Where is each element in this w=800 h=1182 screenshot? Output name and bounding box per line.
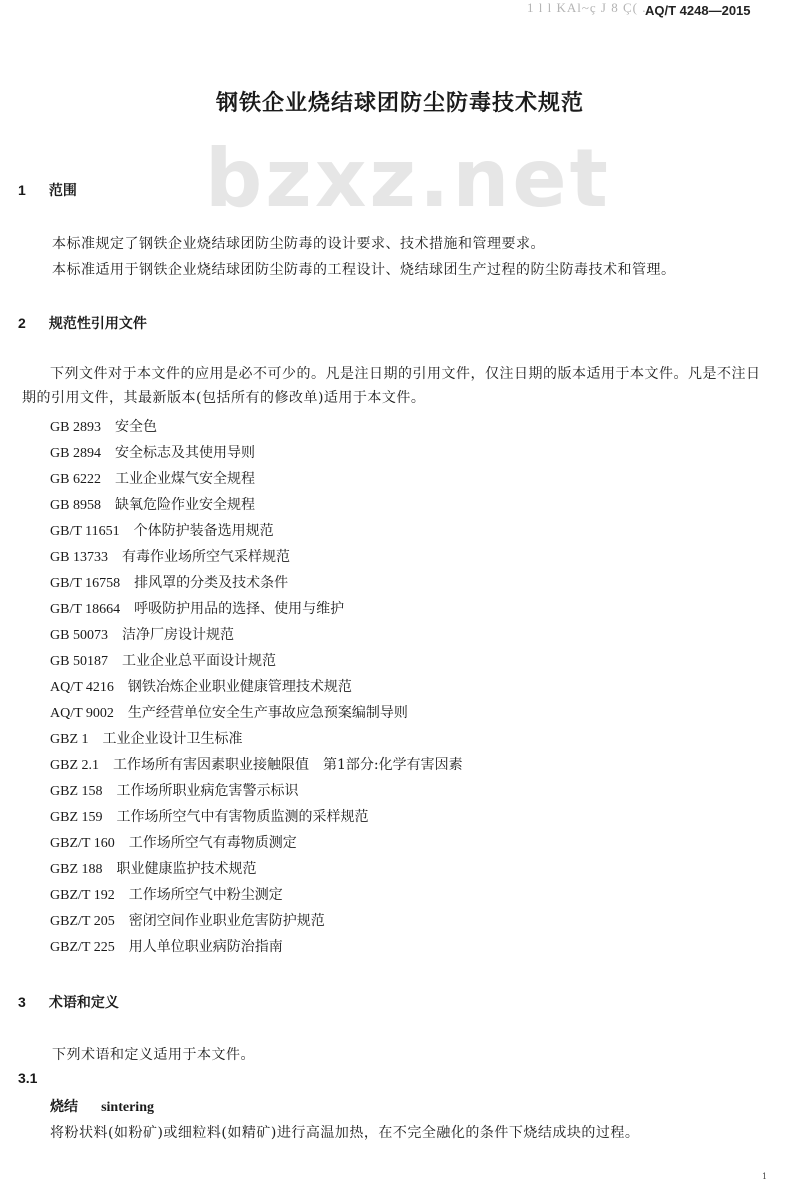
reference-item: [50, 546, 290, 566]
document-title: 钢铁企业烧结球团防尘防毒技术规范: [215, 91, 584, 116]
section-number: 2: [18, 315, 26, 331]
reference-code: GBZ/T 160: [50, 836, 115, 851]
section-title: 术语和定义: [48, 995, 119, 1011]
section-number: 3: [18, 994, 26, 1010]
reference-code: GBZ 1: [50, 732, 89, 747]
reference-item: [50, 702, 408, 722]
term-definition: 将粉状料(如粉矿)或细粒料(如精矿)进行高温加热，在不完全融化的条件下烧结成块的过程。: [50, 1125, 640, 1141]
reference-item: [50, 780, 299, 800]
reference-name: 安全标志及其使用导则: [114, 445, 255, 461]
reference-code: GB 2894: [50, 446, 101, 461]
reference-item: [50, 494, 255, 514]
reference-name: 工作场所空气中粉尘测定: [128, 887, 283, 903]
reference-name: 个体防护装备选用规范: [133, 523, 274, 539]
reference-name: 缺氧危险作业安全规程: [114, 497, 255, 513]
section-3-heading: [18, 992, 119, 1012]
reference-code: GB 50073: [50, 628, 108, 643]
reference-name: 钢铁冶炼企业职业健康管理技术规范: [127, 679, 352, 695]
reference-name: 密闭空间作业职业危害防护规范: [128, 913, 325, 929]
reference-name: 洁净厂房设计规范: [121, 627, 234, 643]
reference-code: GB 8958: [50, 498, 101, 513]
reference-name: 职业健康监护技术规范: [116, 861, 257, 877]
reference-code: GB/T 16758: [50, 576, 121, 591]
reference-code: GB/T 18664: [50, 602, 121, 617]
reference-code: GBZ/T 225: [50, 940, 115, 955]
reference-item: [50, 416, 157, 436]
reference-item: [50, 936, 283, 956]
reference-name: 安全色: [114, 419, 157, 435]
reference-name: 工作场所有害因素职业接触限值 第1部分:化学有害因素: [113, 757, 463, 773]
reference-item: [50, 858, 257, 878]
reference-item: [50, 884, 283, 904]
reference-code: GB 2893: [50, 420, 101, 435]
reference-code: AQ/T 4216: [50, 680, 114, 695]
page-number: 1: [762, 1172, 768, 1181]
reference-name: 呼吸防护用品的选择、使用与维护: [134, 601, 345, 617]
reference-name: 用人单位职业病防治指南: [128, 939, 283, 955]
section-2-paragraph: 下列文件对于本文件的应用是必不可少的。凡是注日期的引用文件，仅注日期的版本适用于本文件。凡是不注日期的引用文件，其最新版本(包括所有的修改单)适用于本文件。: [22, 366, 761, 406]
reference-code: GBZ/T 205: [50, 914, 115, 929]
section-2-heading: [18, 313, 147, 333]
reference-code: GB 13733: [50, 550, 108, 565]
reference-item: [50, 650, 276, 670]
reference-name: 工业企业设计卫生标准: [102, 731, 243, 747]
reference-name: 工作场所职业病危害警示标识: [116, 783, 299, 799]
term-english: sintering: [101, 1100, 154, 1115]
reference-code: GBZ 2.1: [50, 758, 99, 773]
section-1-paragraph-2: 本标准适用于钢铁企业烧结球团防尘防毒的工程设计、烧结球团生产过程的防尘防毒技术和管理。: [52, 262, 676, 278]
reference-item: [50, 676, 352, 696]
section-1-heading: [18, 180, 77, 200]
reference-code: GBZ 158: [50, 784, 103, 799]
reference-name: 工业企业总平面设计规范: [121, 653, 276, 669]
reference-code: GB/T 11651: [50, 524, 120, 539]
section-number: 1: [18, 182, 26, 198]
reference-item: [50, 520, 274, 540]
reference-name: 工业企业煤气安全规程: [114, 471, 255, 487]
reference-item: [50, 728, 243, 748]
section-3-paragraph: 下列术语和定义适用于本文件。: [52, 1047, 255, 1063]
section-title: 规范性引用文件: [48, 316, 147, 332]
watermark: bzxz.net: [205, 132, 611, 225]
section-title: 范围: [48, 183, 77, 199]
reference-item: [50, 806, 369, 826]
reference-code: GBZ 159: [50, 810, 103, 825]
reference-item: [50, 468, 255, 488]
reference-item: [50, 754, 463, 774]
term-number: 3.1: [18, 1070, 38, 1086]
reference-code: GBZ 188: [50, 862, 103, 877]
term-heading: [50, 1096, 154, 1116]
reference-code: GB 6222: [50, 472, 101, 487]
header-standard-number: AQ/T 4248—2015: [645, 3, 751, 18]
header-document-code: 1 l l KAl~ç J 8 Ç( ...: [527, 0, 655, 15]
reference-item: [50, 598, 344, 618]
reference-code: AQ/T 9002: [50, 706, 114, 721]
reference-code: GBZ/T 192: [50, 888, 115, 903]
reference-item: [50, 572, 288, 592]
reference-item: [50, 832, 297, 852]
reference-name: 有毒作业场所空气采样规范: [121, 549, 290, 565]
reference-name: 生产经营单位安全生产事故应急预案编制导则: [127, 705, 408, 721]
reference-name: 工作场所空气中有害物质监测的采样规范: [116, 809, 369, 825]
reference-item: [50, 442, 255, 462]
term-name: 烧结: [50, 1099, 78, 1115]
reference-name: 排风罩的分类及技术条件: [134, 575, 289, 591]
reference-item: [50, 910, 325, 930]
reference-code: GB 50187: [50, 654, 108, 669]
reference-item: [50, 624, 234, 644]
reference-name: 工作场所空气有毒物质测定: [128, 835, 297, 851]
section-1-paragraph-1: 本标准规定了钢铁企业烧结球团防尘防毒的设计要求、技术措施和管理要求。: [52, 236, 545, 252]
